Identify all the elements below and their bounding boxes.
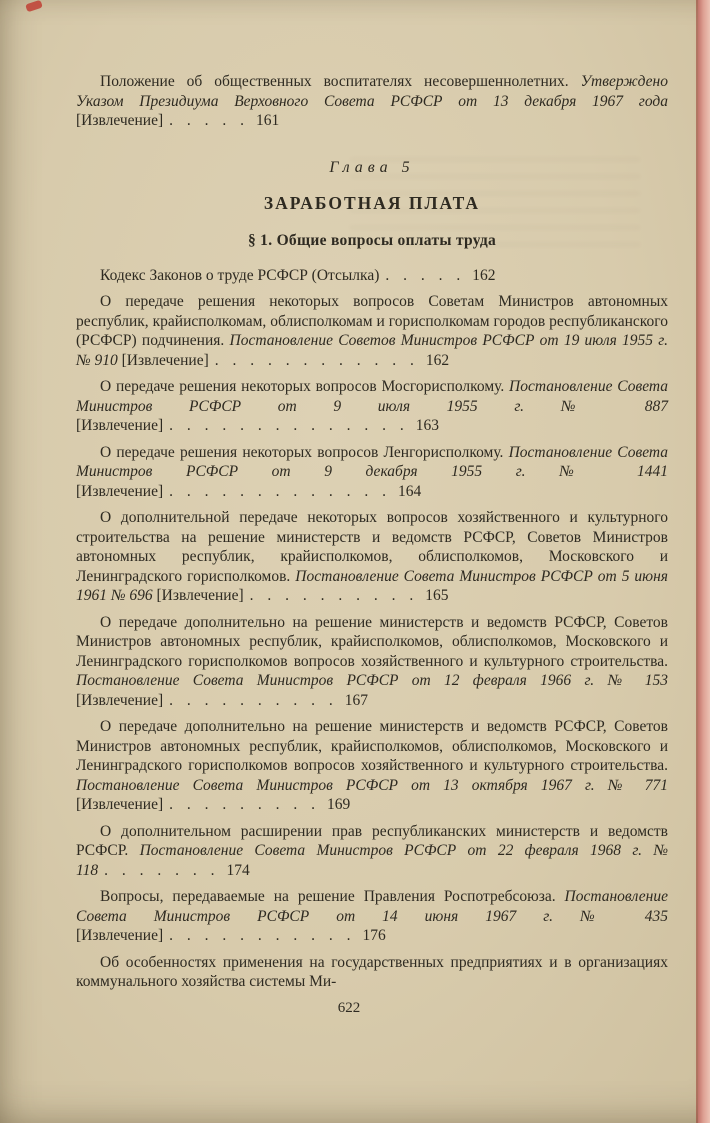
toc-pre-entries <box>76 72 668 131</box>
toc-entry <box>76 377 668 436</box>
dot-leader: . . . . . . . . . . . . . <box>169 482 391 500</box>
toc-content <box>76 72 668 999</box>
toc-entry <box>76 717 668 815</box>
toc-entry-reference-text: Постановление Советов Министров РСФСР от 19 июля 1955 г. № 910 <box>76 332 668 369</box>
toc-entry-page-number: 161 <box>256 112 280 129</box>
toc-entry-title-text: [Извлечение] <box>121 351 209 369</box>
dot-leader: . . . . . <box>385 266 465 284</box>
toc-entry-title-text: О передаче решения некоторых вопросов Ленгорисполкому. <box>100 443 509 461</box>
toc-entry-page-number: 164 <box>398 482 422 500</box>
dot-leader: . . . . . <box>169 112 249 129</box>
section-title: § 1. Общие вопросы оплаты труда <box>247 231 497 249</box>
toc-entry-page-number: 176 <box>362 927 386 944</box>
page-edge-strip <box>698 0 710 1123</box>
toc-entry-title-text: Об особенностях применения на государственных предприятиях и в организациях коммунального хозяйства системы Ми- <box>76 953 668 990</box>
toc-entries <box>76 266 668 992</box>
toc-entry-reference-text: Постановление Совета Министров РСФСР от 9 декабря 1955 г. № 1441 <box>76 443 668 480</box>
toc-entry-title-text: Вопросы, передаваемые на решение Правления Роспотребсоюза. <box>100 888 565 905</box>
dot-leader: . . . . . . . . . <box>169 796 320 813</box>
toc-entry <box>76 72 668 131</box>
red-ink-mark <box>25 0 43 12</box>
toc-entry-page-number: 165 <box>425 587 449 604</box>
toc-entry <box>76 443 668 502</box>
toc-entry-title-text: [Извлечение] <box>76 796 164 813</box>
page-number: 622 <box>337 1000 361 1016</box>
toc-entry-reference-text: Постановление Совета Министров РСФСР от 22 февраля 1968 г. № 118 <box>76 842 668 879</box>
dot-leader: . . . . . . . . . . . . . . <box>169 417 408 434</box>
toc-entry-title-text: Кодекс Законов о труде РСФСР (Отсылка) <box>100 266 380 284</box>
toc-entry-title-text: О передаче дополнительно на решение министерств и ведомств РСФСР, Советов Министров автономных республик, крайисполкомов, облисполкомов, Московского и Ленинградского горисполкомов вопросов хозяйственного и культурного строительства. <box>76 613 668 670</box>
toc-entry-title-text: О передаче решения некоторых вопросов Мосгорисполкому. <box>100 378 510 395</box>
toc-entry-page-number: 162 <box>425 351 450 369</box>
chapter-title: ЗАРАБОТНАЯ ПЛАТА <box>263 192 481 213</box>
toc-entry-title-text: О дополнительном расширении прав республиканских министерств и ведомств РСФСР. <box>76 822 668 859</box>
toc-entry-title-text: О передаче дополнительно на решение министерств и ведомств РСФСР, Советов Министров автономных республик, крайисполкомов, облисполкомов, Московского и Ленинградского горисполкомов вопросов хозяйственного и культурного строительства. <box>76 718 668 774</box>
dot-leader: . . . . . . . . . . . <box>169 927 355 944</box>
toc-entry <box>76 292 668 370</box>
toc-entry-title-text: [Извлечение] <box>76 112 164 129</box>
dot-leader: . . . . . . . . . . <box>249 587 418 604</box>
toc-entry-title-text: О дополнительной передаче некоторых вопросов хозяйственного и культурного строительства на решение министерств и ведомств РСФСР, Советов Министров автономных республик, крайисполкомов, облисполкомов, Московского и Ленинградского горисполкомов. <box>76 509 668 585</box>
toc-entry-page-number: 174 <box>226 861 250 879</box>
toc-entry <box>76 953 668 992</box>
toc-entry-title-text: О передаче решения некоторых вопросов Советам Министров автономных республик, крайисполкомам, облисполкомам и горисполкомам городов республиканского (РСФСР) подчинения. <box>76 293 668 349</box>
toc-entry <box>76 613 668 711</box>
toc-entry-title-text: Положение об общественных воспитателях несовершеннолетних. <box>100 73 581 90</box>
toc-entry <box>76 508 668 606</box>
chapter-label: Глава 5 <box>329 158 415 176</box>
toc-entry <box>76 822 668 881</box>
toc-entry-reference-text: Утверждено Указом Президиума Верховного Совета РСФСР от 13 декабря 1967 года <box>76 73 668 110</box>
toc-entry-reference-text: Постановление Совета Министров РСФСР от 5 июня 1961 № 696 <box>76 567 668 604</box>
dot-leader: . . . . . . . <box>104 861 219 879</box>
dot-leader: . . . . . . . . . . <box>169 691 337 709</box>
toc-entry-reference-text: Постановление Совета Министров РСФСР от 13 октября 1967 г. № 771 <box>76 776 668 794</box>
toc-entry-page-number: 167 <box>344 691 369 709</box>
toc-entry-title-text: [Извлечение] <box>76 927 164 944</box>
toc-entry-page-number: 163 <box>415 417 440 434</box>
toc-entry-title-text: [Извлечение] <box>156 587 244 604</box>
toc-entry <box>76 266 668 286</box>
toc-entry-title-text: [Извлечение] <box>76 691 164 709</box>
toc-entry-reference-text: Постановление Совета Министров РСФСР от 14 июня 1967 г. № 435 <box>76 888 668 925</box>
toc-entry-page-number: 162 <box>472 266 496 284</box>
toc-entry-reference-text: Постановление Совета Министров РСФСР от 12 февраля 1966 г. № 153 <box>76 672 668 689</box>
toc-entry <box>76 887 668 946</box>
toc-entry-reference-text: Постановление Совета Министров РСФСР от 9 июля 1955 г. № 887 <box>76 378 669 415</box>
toc-entry-page-number: 169 <box>327 796 351 813</box>
toc-entry-title-text: [Извлечение] <box>76 417 164 434</box>
dot-leader: . . . . . . . . . . . . <box>214 351 418 369</box>
toc-entry-title-text: [Извлечение] <box>76 482 164 500</box>
